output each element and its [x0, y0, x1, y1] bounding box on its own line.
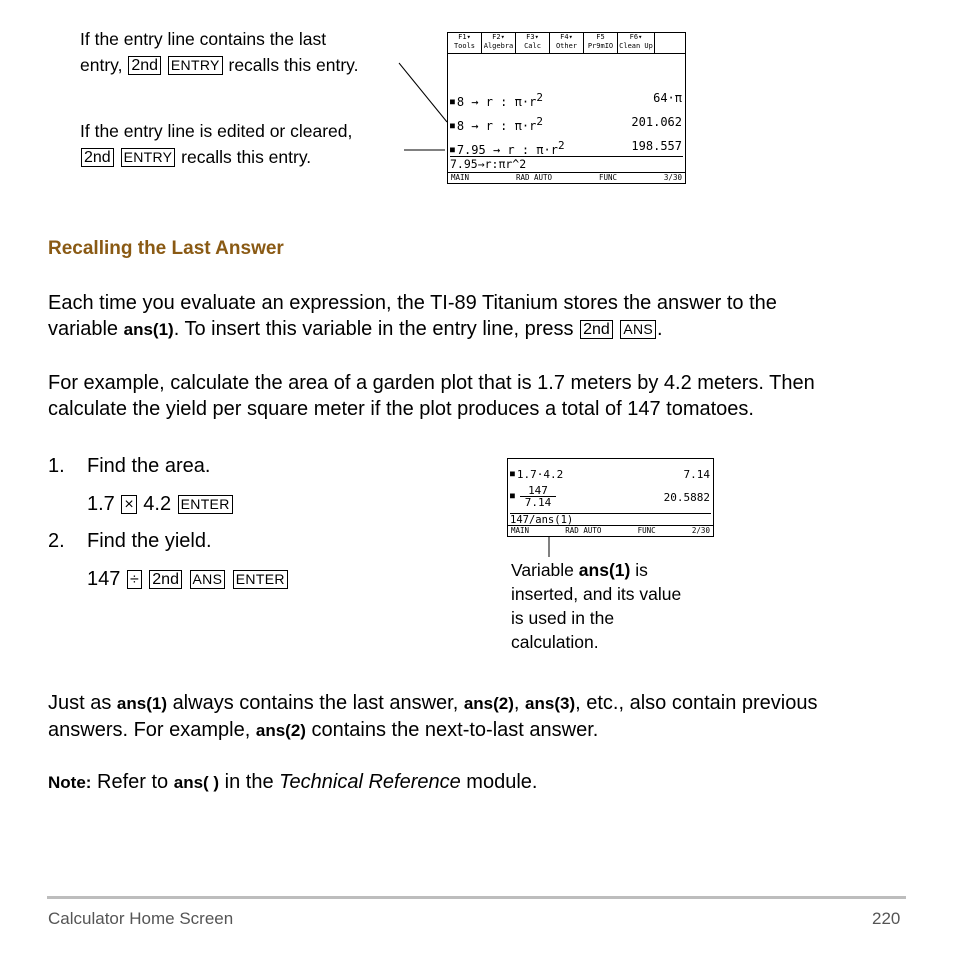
callout-line: entry, 2nd ENTRY recalls this entry.	[80, 55, 359, 75]
status-count: 2/30	[691, 526, 710, 535]
entry-line: 147/ans(1)	[510, 513, 711, 526]
history-row: ■ 8 → r : $\pi\cdot r^2$ 201.062	[450, 115, 682, 133]
status-angle: RAD AUTO	[565, 526, 602, 535]
callout-line: If the entry line is edited or cleared,	[80, 121, 353, 141]
fraction-numerator: 147	[520, 485, 556, 497]
paragraph-example: For example, calculate the area of a garden plot that is 1.7 meters by 4.2 meters. Then calculate the yield per square meter if the plot produces a total of 147 tomatoes.	[48, 372, 815, 420]
key-ans: ANS	[620, 320, 656, 339]
history-result: 7.14	[683, 468, 710, 481]
history-row: ■ 1.7·4.2 7.14	[510, 468, 710, 481]
key-2nd: 2nd	[149, 570, 182, 589]
note: Note: Refer to ans( ) in the Technical Reference module.	[48, 771, 538, 793]
history-bullet-icon: ■	[510, 491, 515, 500]
key-2nd: 2nd	[128, 56, 161, 75]
calculator-screen-history	[447, 32, 686, 184]
history-bullet-icon: ■	[450, 145, 455, 154]
key-enter: ENTER	[178, 495, 233, 514]
status-mode: MAIN	[511, 526, 530, 535]
status-bar	[508, 525, 713, 536]
status-bar	[448, 172, 685, 183]
history-row: ■ 7.95 → r : $\pi\cdot r^2$ 198.557	[450, 139, 682, 157]
step-1: 1. Find the area.	[48, 455, 211, 477]
toolbar-key-f4: F4▾ Other	[550, 33, 584, 53]
key-2nd: 2nd	[580, 320, 613, 339]
status-graph: FUNC	[598, 173, 618, 182]
history-row: ■ 8 → r : $\pi\cdot r^2$ 64·π	[450, 91, 682, 109]
key-2nd: 2nd	[81, 148, 114, 167]
caption-ans-variable: Variable ans(1) is inserted, and its value is used in the calculation.	[511, 560, 682, 652]
history-bullet-icon: ■	[450, 121, 455, 130]
toolbar-key-f6: F6▾ Clean Up	[618, 33, 655, 53]
history-result: 20.5882	[663, 491, 710, 504]
note-label: Note:	[48, 773, 92, 792]
key-multiply: ×	[121, 495, 136, 514]
history-row	[510, 485, 710, 511]
toolbar-key-f1: F1▾ Tools	[448, 33, 482, 53]
paragraph-intro: Each time you evaluate an expression, the TI-89 Titanium stores the answer to the variable ans(1). To insert this variable in the entry line, press 2nd ANS .	[48, 292, 777, 340]
status-mode: MAIN	[451, 173, 470, 182]
callout-line: 2nd ENTRY recalls this entry.	[80, 144, 352, 170]
key-divide: ÷	[127, 570, 142, 589]
key-enter: ENTER	[233, 570, 288, 589]
leader-line-top	[399, 63, 447, 122]
status-graph: FUNC	[637, 526, 656, 535]
section-heading: Recalling the Last Answer	[48, 238, 284, 259]
toolbar-key-f5: F5 Pr9mIO	[584, 33, 618, 53]
status-angle: RAD AUTO	[515, 173, 553, 182]
fraction-denominator: 7.14	[524, 496, 552, 509]
toolbar-key-f2: F2▾ Algebra	[482, 33, 516, 53]
history-bullet-icon: ■	[450, 97, 455, 106]
key-entry: ENTRY	[121, 148, 176, 167]
variable-ans1: ans(1)	[123, 320, 174, 339]
toolbar-function-keys	[448, 33, 685, 54]
history-result: 198.557	[631, 139, 682, 153]
history-result: 64·π	[653, 91, 682, 105]
paragraph-previous-answers: Just as ans(1) always contains the last answer, ans(2), ans(3), etc., also contain previous answers. For example, ans(2) contains the next-to-last answer.	[48, 692, 818, 741]
step-1-keystrokes: 1.7 × 4.2 ENTER	[87, 491, 234, 517]
status-count: 3/30	[663, 173, 682, 182]
toolbar-key-f3: F3▾ Calc	[516, 33, 550, 53]
calculator-screen-ans	[507, 458, 714, 537]
history-result: 201.062	[631, 115, 682, 129]
callout-line: If the entry line contains the last	[80, 29, 327, 49]
variable-ans1: ans(1)	[578, 560, 631, 580]
footer-rule	[47, 896, 906, 899]
key-entry: ENTRY	[168, 56, 223, 75]
technical-reference-title: Technical Reference	[279, 771, 461, 793]
key-ans: ANS	[190, 570, 226, 589]
entry-line: 7.95→r:πr^2	[450, 156, 683, 171]
footer-section-title: Calculator Home Screen	[48, 909, 234, 928]
step-2-keystrokes: 147 ÷ 2nd ANS ENTER	[87, 566, 289, 592]
step-2: 2. Find the yield.	[48, 530, 212, 552]
history-bullet-icon: ■	[510, 469, 515, 478]
footer-page-number: 220	[872, 909, 901, 928]
